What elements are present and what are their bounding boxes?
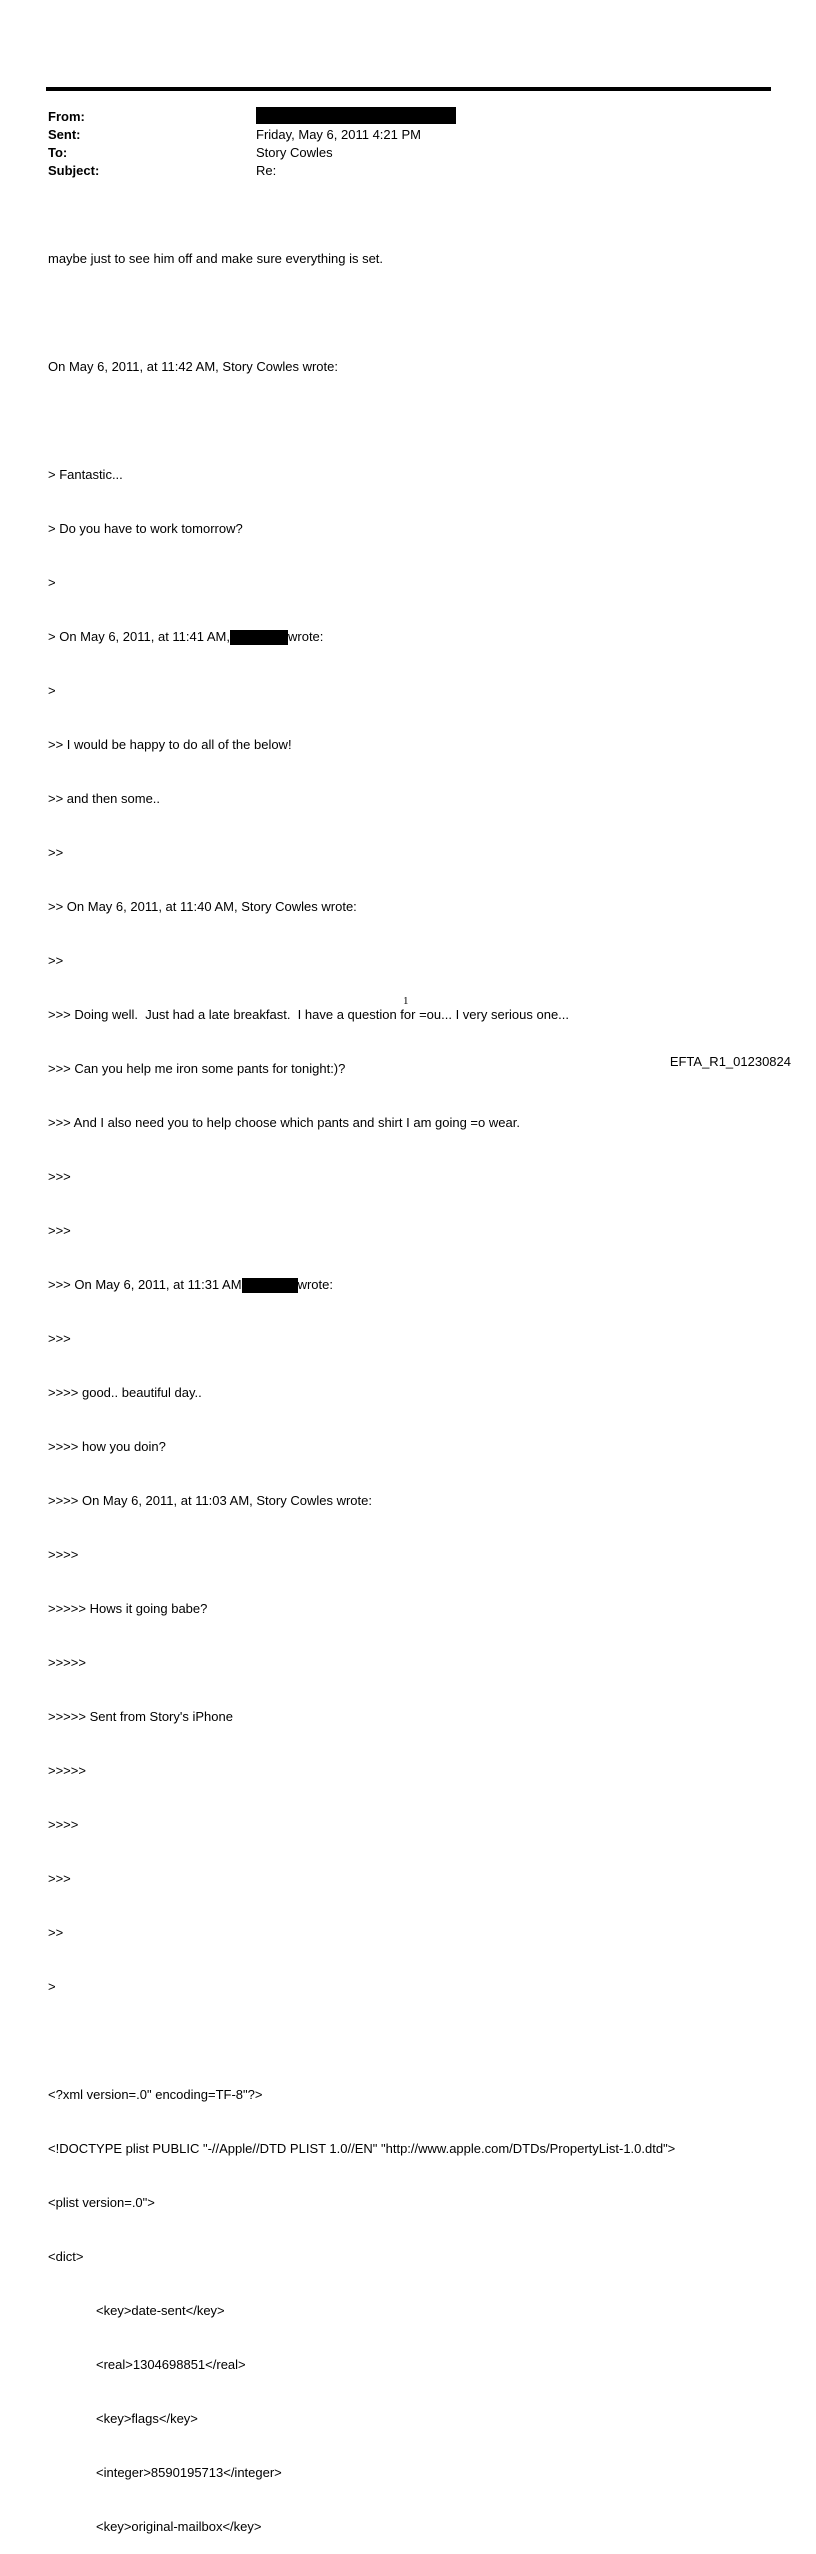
body-line: maybe just to see him off and make sure everything is set. [48,251,384,266]
quote-line: >> I would be happy to do all of the below! [48,737,292,752]
quote-line: > [48,683,56,698]
quote-line: >>> Doing well. Just had a late breakfast. I have a question for =ou... I very serious one... [48,1007,570,1022]
quote-line: >>>> good.. beautiful day.. [48,1385,202,1400]
quote-header: >> On May 6, 2011, at 11:40 AM, Story Cowles wrote: [48,899,357,914]
quote-header: On May 6, 2011, at 11:42 AM, Story Cowles wrote: [48,359,338,374]
email-body [48,214,675,2554]
xml-line: <plist version=.0"> [48,2195,155,2210]
quote-header-text: > On May 6, 2011, at 11:41 AM, [48,629,230,644]
quote-line: >>> And I also need you to help choose which pants and shirt I am going =o wear. [48,1115,520,1130]
sent-label: Sent: [48,127,81,142]
quote-line: > Do you have to work tomorrow? [48,521,243,536]
header-rule [46,87,771,91]
quote-line: >>>> [48,1817,79,1832]
quote-header-text: wrote: [297,1277,333,1292]
xml-line: <key>original-mailbox</key> [96,2519,262,2534]
quote-line: > [48,575,56,590]
quote-line: > Fantastic... [48,467,123,482]
to-label: To: [48,145,68,160]
xml-line: <?xml version=.0" encoding=TF-8"?> [48,2087,263,2102]
from-redaction [256,106,456,124]
xml-line: <dict> [48,2249,84,2264]
quote-line: >> [48,953,64,968]
xml-line: <key>flags</key> [96,2411,198,2426]
quote-header-text: wrote: [288,629,324,644]
quote-line: > [48,1979,56,1994]
page-number: 1 [403,995,409,1007]
to-value: Story Cowles [256,145,333,160]
document-id: EFTA_R1_01230824 [669,1054,791,1069]
quote-line: >>>> [48,1547,79,1562]
quote-line: >>>>> [48,1655,86,1670]
quote-line: >> [48,845,64,860]
redaction-box [242,1278,298,1293]
sent-value: Friday, May 6, 2011 4:21 PM [256,127,421,142]
quote-line: >>>> how you doin? [48,1439,166,1454]
quote-line: >>>>> Hows it going babe? [48,1601,208,1616]
quote-line: >>> [48,1169,71,1184]
quote-header-text: >>> On May 6, 2011, at 11:31 AM [48,1277,242,1292]
from-label: From: [48,109,85,124]
quote-line: >>>>> [48,1763,86,1778]
xml-line: <key>date-sent</key> [96,2303,225,2318]
xml-line: <!DOCTYPE plist PUBLIC "-//Apple//DTD PLIST 1.0//EN" "http://www.apple.com/DTDs/PropertyList-1.0.dtd"> [48,2141,676,2156]
quote-header: >>>> On May 6, 2011, at 11:03 AM, Story Cowles wrote: [48,1493,372,1508]
quote-line: >> [48,1925,64,1940]
xml-line: <real>1304698851</real> [96,2357,246,2372]
xml-line: <integer>8590195713</integer> [96,2465,282,2480]
quote-header [48,1276,675,1294]
quote-line: >> and then some.. [48,791,161,806]
quote-header [48,628,675,646]
redaction-box [230,630,288,645]
quote-line: >>> [48,1223,71,1238]
quote-line: >>>>> Sent from Story's iPhone [48,1709,233,1724]
subject-label: Subject: [48,163,100,178]
quote-line: >>> [48,1871,71,1886]
quote-line: >>> Can you help me iron some pants for tonight:)? [48,1061,346,1076]
quote-line: >>> [48,1331,71,1346]
subject-value: Re: [256,163,277,178]
